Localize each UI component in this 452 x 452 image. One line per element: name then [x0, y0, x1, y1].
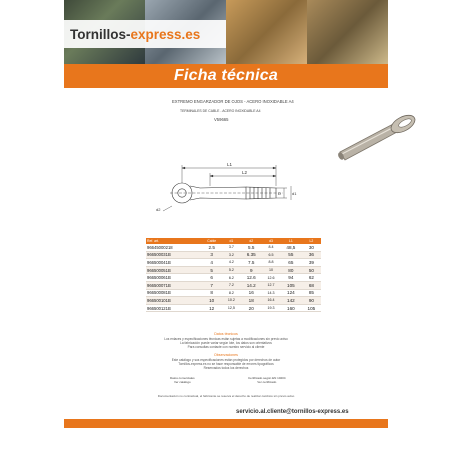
footer-block1-title: Datos técnicos	[214, 332, 238, 336]
dim-label-l1: L1	[227, 162, 233, 167]
table-cell: 7.5	[240, 259, 262, 267]
table-row	[146, 289, 321, 297]
table-cell: 12.7	[262, 281, 280, 289]
table-cell: 6	[201, 274, 223, 282]
table-cell: 19.3	[262, 304, 280, 312]
footer-block2-title: Observaciones	[214, 353, 238, 357]
table-cell: 12.6	[262, 274, 280, 282]
table-row	[146, 244, 321, 251]
table-row	[146, 281, 321, 289]
section-title: Ficha técnica	[174, 67, 278, 84]
table-cell: 10.2	[222, 297, 240, 305]
table-cell: 4.2	[222, 259, 240, 267]
table-header-ref: Ref. art.	[146, 238, 201, 244]
footer-block1-line: Para consultas contacte con nuestro servicio al cliente	[187, 345, 265, 349]
table-header-l2: L2	[302, 238, 321, 244]
table-cell: 8	[201, 289, 223, 297]
table-cell: 16	[240, 289, 262, 297]
table-header-d1: d1	[222, 238, 240, 244]
dim-label-d: D	[278, 191, 281, 196]
table-row	[146, 266, 321, 274]
table-cell: 966500081B	[146, 289, 201, 297]
table-cell: 6.5	[262, 251, 280, 259]
table-cell: 90	[302, 297, 321, 305]
table-cell: 14.3	[262, 289, 280, 297]
table-cell: 966500071B	[146, 281, 201, 289]
table-cell: 8.4	[262, 244, 280, 251]
product-photo	[337, 112, 418, 161]
table-cell: 124	[280, 289, 302, 297]
footer-left-note: Datos comerciales Ver catálogo	[170, 376, 195, 384]
product-title: EXTREMO ENGARZADOR DE OJOS - ACERO INOXIDABLE A4	[172, 99, 294, 104]
table-cell: 39	[302, 259, 321, 267]
product-code: V59665	[214, 117, 229, 122]
table-cell: 966500101B	[146, 297, 201, 305]
table-cell: 20	[240, 304, 262, 312]
table-cell: 30	[302, 244, 321, 251]
table-cell: 12.6	[240, 274, 262, 282]
table-cell: 6.2	[222, 274, 240, 282]
table-cell: 3.7	[222, 244, 240, 251]
table-cell: 14.2	[240, 281, 262, 289]
table-cell: 966500061B	[146, 274, 201, 282]
table-cell: 12	[201, 304, 223, 312]
footer-block1-line: La fabricación puede variar según lote, los datos son orientativos	[180, 341, 272, 345]
table-cell: 48,5	[280, 244, 302, 251]
dim-label-l2: L2	[242, 170, 248, 175]
table-cell: 9	[240, 266, 262, 274]
footer-accent-bar	[64, 419, 388, 428]
brand-name-accent: express.es	[130, 26, 201, 42]
table-cell: 5.2	[222, 266, 240, 274]
contact-email-link[interactable]: servicio.al.cliente@tornillos-express.es	[236, 409, 349, 415]
dim-label-d1: d1	[292, 191, 297, 196]
table-cell: 966500121B	[146, 304, 201, 312]
table-row	[146, 274, 321, 282]
table-row	[146, 259, 321, 267]
table-cell: 4	[201, 259, 223, 267]
table-cell: 5	[201, 266, 223, 274]
table-cell: 105	[280, 281, 302, 289]
table-cell: 62	[302, 274, 321, 282]
table-cell: 160	[280, 304, 302, 312]
footer-block2-line: Tornillos-express.es no se hace responsable de errores tipográficos	[178, 362, 274, 366]
product-subtitle: TERMINALES DE CABLE - ACERO INOXIDABLE A4	[180, 109, 261, 113]
footer-block1-line: Los enlaces y especificaciones técnicas están sujetas a modificaciones sin previo aviso	[164, 337, 288, 341]
table-cell: 85	[302, 289, 321, 297]
dimension-table	[146, 238, 321, 312]
table-cell: 5.5	[240, 244, 262, 251]
table-cell: 96645000218	[146, 244, 201, 251]
footer-block2-line: Este catálogo y sus especificaciones están protegidos por derechos de autor	[171, 358, 281, 362]
table-row	[146, 304, 321, 312]
table-cell: 966500041B	[146, 259, 201, 267]
footer-disclaimer: Documentación no contractual, el fabricante se reserva el derecho de realizar cambios sin previo aviso	[157, 394, 295, 398]
footer-block2-line: Reservados todos los derechos	[203, 366, 249, 370]
table-cell: 966500051B	[146, 266, 201, 274]
table-cell: 3.2	[222, 251, 240, 259]
table-cell: 3	[201, 251, 223, 259]
table-row	[146, 251, 321, 259]
table-cell: 8.8	[262, 259, 280, 267]
table-cell: 68	[302, 281, 321, 289]
table-cell: 36	[302, 251, 321, 259]
footer-right-note: Certificado según EN 10204 Ver certificado	[248, 376, 286, 384]
table-header-l1: L1	[280, 238, 302, 244]
dim-label-d2: d2	[156, 207, 161, 212]
table-cell: 10	[201, 297, 223, 305]
table-cell: 80	[280, 266, 302, 274]
table-cell: 2.5	[201, 244, 223, 251]
table-cell: 55	[280, 251, 302, 259]
technical-drawing	[163, 165, 291, 211]
table-header-d2: d2	[240, 238, 262, 244]
table-cell: 7	[201, 281, 223, 289]
table-cell: 6.35	[240, 251, 262, 259]
table-cell: 12,5	[222, 304, 240, 312]
table-cell: 142	[280, 297, 302, 305]
table-cell: 94	[280, 274, 302, 282]
table-cell: 105	[302, 304, 321, 312]
table-header-d3: d3	[262, 238, 280, 244]
table-cell: 966500031B	[146, 251, 201, 259]
table-cell: 50	[302, 266, 321, 274]
table-cell: 18	[240, 297, 262, 305]
table-cell: 65	[280, 259, 302, 267]
table-header-cable: Cable	[201, 238, 223, 244]
table-cell: 7.2	[222, 281, 240, 289]
table-cell: 10	[262, 266, 280, 274]
table-body	[146, 244, 321, 312]
table-row	[146, 297, 321, 305]
brand-name-main: Tornillos-	[70, 26, 131, 42]
table-cell: 8.2	[222, 289, 240, 297]
table-cell: 16.4	[262, 297, 280, 305]
